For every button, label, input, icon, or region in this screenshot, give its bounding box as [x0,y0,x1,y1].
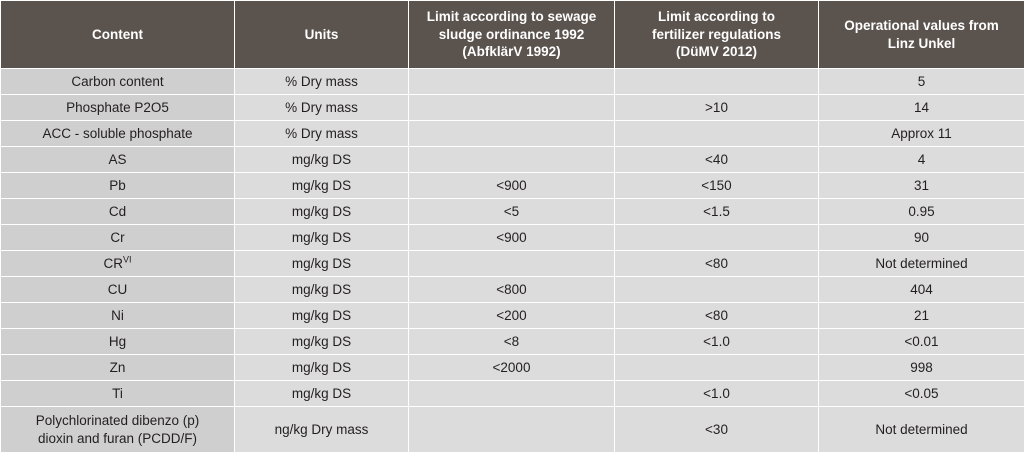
cell-sewage-limit [409,95,615,121]
cell-units: mg/kg DS [235,225,409,251]
cell-sewage-limit [409,251,615,277]
cell-sewage-limit [409,121,615,147]
cell-content: Cr [1,225,235,251]
table-row [1,173,1024,199]
column-header-sewage-limit [409,1,615,69]
cell-units: mg/kg DS [235,329,409,355]
cell-content: ACC - soluble phosphate [1,121,235,147]
cell-operational: <0.01 [819,329,1024,355]
cell-units: mg/kg DS [235,381,409,407]
cell-sewage-limit: <200 [409,303,615,329]
cell-content: Ni [1,303,235,329]
cell-units: mg/kg DS [235,303,409,329]
column-header-fertilizer-limit-line-3: (DüMV 2012) [675,44,758,60]
cell-fertilizer-limit [615,355,819,381]
cell-content-base: CR [103,255,123,271]
table-row [1,147,1024,173]
table-row [1,69,1024,95]
cell-sewage-limit: <5 [409,199,615,225]
cell-operational: 404 [819,277,1024,303]
cell-content: Pb [1,173,235,199]
cell-operational: 4 [819,147,1024,173]
cell-sewage-limit: <2000 [409,355,615,381]
cell-units: mg/kg DS [235,251,409,277]
table-row [1,355,1024,381]
table-row [1,407,1024,453]
cell-units: mg/kg DS [235,277,409,303]
cell-fertilizer-limit: <150 [615,173,819,199]
column-header-fertilizer-limit-line-2: fertilizer regulations [651,26,782,42]
cell-fertilizer-limit: >10 [615,95,819,121]
cell-operational: 0.95 [819,199,1024,225]
table-row [1,199,1024,225]
column-header-sewage-limit-line-2: sludge ordinance 1992 [438,26,585,42]
cell-fertilizer-limit: <40 [615,147,819,173]
cell-units: mg/kg DS [235,173,409,199]
column-header-sewage-limit-line-3: (AbfklärV 1992) [462,44,561,60]
cell-sewage-limit: <900 [409,173,615,199]
cell-fertilizer-limit [615,121,819,147]
cell-content [1,251,235,277]
cell-fertilizer-limit: <1.0 [615,329,819,355]
table-header-row [1,1,1024,69]
table-row [1,121,1024,147]
column-header-operational-values [819,1,1024,69]
cell-content: Cd [1,199,235,225]
cell-fertilizer-limit: <30 [615,407,819,453]
cell-units: mg/kg DS [235,199,409,225]
cell-sewage-limit: <900 [409,225,615,251]
column-header-units [235,1,409,69]
cell-operational: Not determined [819,407,1024,453]
table-row [1,225,1024,251]
cell-fertilizer-limit: <1.0 [615,381,819,407]
column-header-operational-values-line-1: Operational values from [844,17,999,33]
cell-content: Ti [1,381,235,407]
table-row [1,251,1024,277]
cell-fertilizer-limit [615,69,819,95]
cell-units: mg/kg DS [235,147,409,173]
cell-content: Hg [1,329,235,355]
table-row [1,277,1024,303]
cell-fertilizer-limit [615,277,819,303]
cell-content-line-2: dioxin and furan (PCDD/F) [37,430,198,446]
cell-operational: 14 [819,95,1024,121]
column-header-fertilizer-limit [615,1,819,69]
cell-operational: 5 [819,69,1024,95]
cell-operational: <0.05 [819,381,1024,407]
cell-content: Phosphate P2O5 [1,95,235,121]
table-body [1,69,1024,453]
cell-operational: Approx 11 [819,121,1024,147]
cell-sewage-limit: <800 [409,277,615,303]
table-row [1,381,1024,407]
cell-sewage-limit [409,147,615,173]
column-header-content [1,1,235,69]
column-header-sewage-limit-line-1: Limit according to sewage [426,9,597,25]
cell-units: mg/kg DS [235,355,409,381]
cell-operational: 21 [819,303,1024,329]
column-header-content-line-1: Content [92,26,143,42]
cell-operational: 998 [819,355,1024,381]
cell-sewage-limit: <8 [409,329,615,355]
cell-units: % Dry mass [235,121,409,147]
cell-fertilizer-limit: <80 [615,303,819,329]
cell-content: AS [1,147,235,173]
cell-content-superscript: VI [122,254,132,265]
table-row [1,329,1024,355]
cell-content: Carbon content [1,69,235,95]
table-row [1,303,1024,329]
cell-content-line-1: Polychlorinated dibenzo (p) [35,412,200,428]
cell-units: % Dry mass [235,69,409,95]
cell-operational: Not determined [819,251,1024,277]
cell-operational: 31 [819,173,1024,199]
table-header [1,1,1024,69]
cell-sewage-limit [409,407,615,453]
column-header-operational-values-line-2: Linz Unkel [887,35,956,51]
cell-content: CU [1,277,235,303]
column-header-units-line-1: Units [304,26,339,42]
cell-fertilizer-limit: <80 [615,251,819,277]
cell-units: ng/kg Dry mass [235,407,409,453]
table-row [1,95,1024,121]
cell-fertilizer-limit: <1.5 [615,199,819,225]
column-header-fertilizer-limit-line-1: Limit according to [657,9,775,25]
cell-operational: 90 [819,225,1024,251]
cell-fertilizer-limit [615,225,819,251]
cell-sewage-limit [409,381,615,407]
cell-sewage-limit [409,69,615,95]
cell-content [1,407,235,453]
cell-content: Zn [1,355,235,381]
cell-units: % Dry mass [235,95,409,121]
